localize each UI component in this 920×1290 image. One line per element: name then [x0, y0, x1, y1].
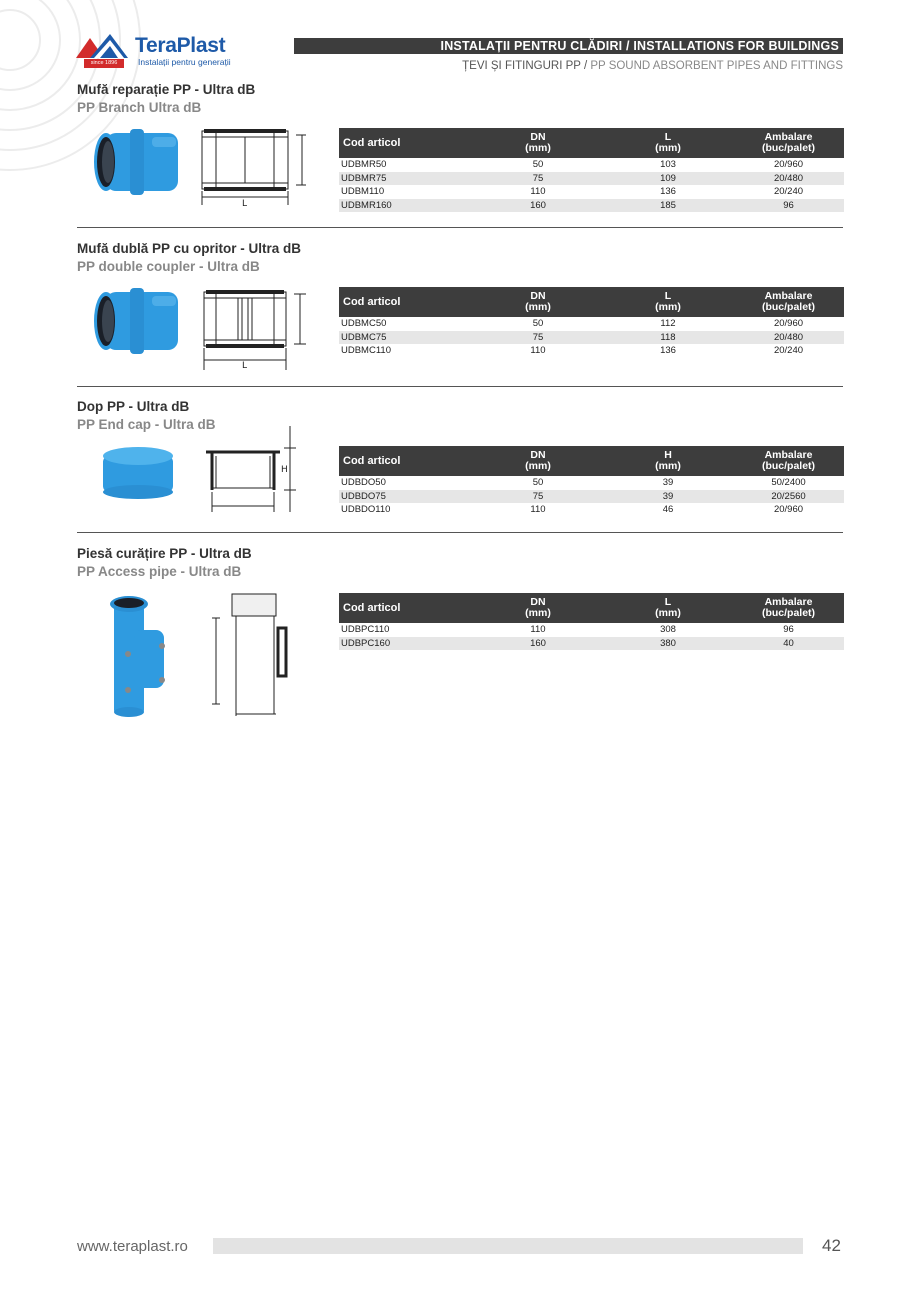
col-header: Ambalare (buc/palet) [733, 446, 844, 476]
brand-tagline: Instalații pentru generații [138, 57, 231, 67]
col-header: Ambalare (buc/palet) [733, 593, 844, 623]
dimension-label: H [281, 465, 288, 475]
double-coupler-photo [92, 286, 184, 356]
table-row: UDBDO110 110 46 20/960 [341, 504, 804, 515]
category-title: INSTALAȚII PENTRU CLĂDIRI / INSTALLATIONS FOR BUILDINGS [294, 38, 843, 54]
subtitle-ro: ȚEVI ȘI FITINGURI PP / [462, 60, 591, 72]
col-header: DN (mm) [473, 446, 603, 476]
brand-since: since 1896 [84, 59, 124, 68]
col-header: DN (mm) [473, 287, 603, 317]
col-header: Cod articol [339, 287, 473, 317]
col-header: L (mm) [603, 593, 733, 623]
section-3-table [339, 446, 844, 517]
footer-url[interactable]: www.teraplast.ro [77, 1238, 188, 1255]
end-cap-photo [100, 444, 176, 500]
col-header: Cod articol [339, 446, 473, 476]
table-row: UDBPC160 160 380 40 [339, 637, 844, 651]
section-2-title-ro: Mufă dublă PP cu opritor - Ultra dB [77, 241, 302, 256]
section-1-title-ro: Mufă reparație PP - Ultra dB [77, 82, 256, 97]
table-row: UDBMC110 110 136 20/240 [341, 345, 804, 356]
access-pipe-drawing [208, 592, 300, 718]
table-row: UDBMR160 160 185 96 [339, 199, 844, 213]
branch-coupler-photo [92, 127, 184, 197]
col-header: DN (mm) [473, 128, 603, 158]
table-row: UDBMR75 75 109 20/480 [339, 172, 844, 186]
table-row: UDBM110 110 136 20/240 [341, 186, 804, 197]
section-divider [77, 532, 843, 533]
section-4-title-en: PP Access pipe - Ultra dB [77, 564, 242, 579]
table-row: UDBDO50 50 39 50/2400 [341, 477, 806, 488]
col-header: Cod articol [339, 593, 473, 623]
page-number: 42 [822, 1236, 841, 1255]
table-row: UDBMR50 50 103 20/960 [341, 159, 804, 170]
page-subtitle [462, 60, 843, 72]
section-1-table [339, 128, 844, 212]
section-3-title-ro: Dop PP - Ultra dB [77, 399, 190, 414]
branch-coupler-drawing [196, 127, 308, 209]
section-4-table [339, 593, 844, 650]
end-cap-drawing [204, 426, 300, 514]
dimension-label: L [242, 361, 248, 371]
col-header: L (mm) [603, 287, 733, 317]
col-header: Ambalare (buc/palet) [733, 287, 844, 317]
col-header: Ambalare (buc/palet) [733, 128, 844, 158]
section-1-title-en: PP Branch Ultra dB [77, 100, 202, 115]
table-row: UDBMC75 75 118 20/480 [339, 331, 844, 345]
subtitle-en: PP SOUND ABSORBENT PIPES AND FITTINGS [590, 60, 843, 72]
section-divider [77, 227, 843, 228]
section-4-title-ro: Piesă curățire PP - Ultra dB [77, 546, 252, 561]
section-2-table [339, 287, 844, 358]
col-header: L (mm) [603, 128, 733, 158]
dimension-label: L [242, 199, 248, 209]
access-pipe-photo [104, 594, 170, 718]
table-row: UDBMC50 50 112 20/960 [341, 318, 804, 329]
col-header: Cod articol [339, 128, 473, 158]
section-3-title-en: PP End cap - Ultra dB [77, 417, 216, 432]
brand-name: TeraPlast [135, 34, 226, 57]
table-row: UDBDO75 75 39 20/2560 [339, 490, 844, 504]
table-row: UDBPC110 110 308 96 [341, 624, 794, 635]
col-header: H (mm) [603, 446, 733, 476]
col-header: DN (mm) [473, 593, 603, 623]
section-divider [77, 386, 843, 387]
double-coupler-drawing [198, 288, 310, 372]
footer-bar [213, 1238, 803, 1254]
section-2-title-en: PP double coupler - Ultra dB [77, 259, 260, 274]
